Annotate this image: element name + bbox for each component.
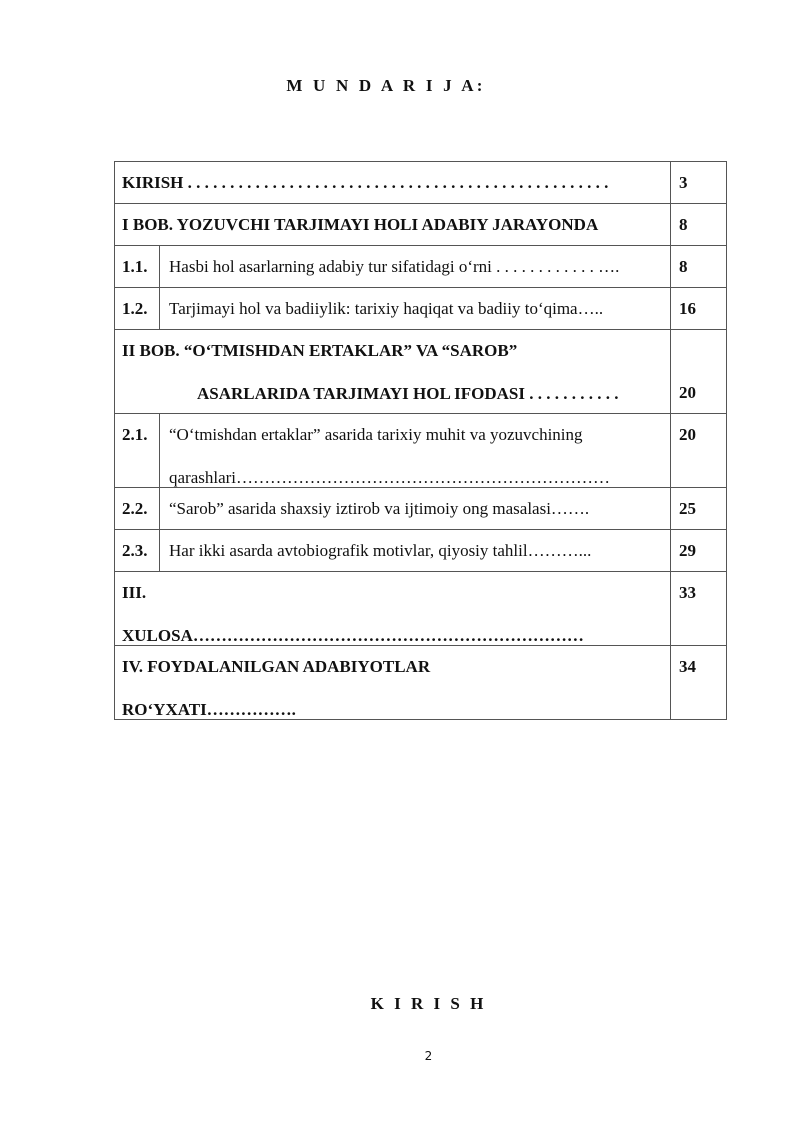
toc-page-number-value: 20 xyxy=(679,383,696,402)
toc-row xyxy=(115,572,727,646)
toc-entry-line-2: qarashlari………………………………………………………… xyxy=(169,468,611,487)
toc-page-number: 25 xyxy=(671,488,727,530)
toc-section-number: 2.3. xyxy=(115,530,160,572)
toc-section-number: 2.1. xyxy=(115,414,160,488)
toc-entry-text: KIRISH . . . . . . . . . . . . . . . . . . . . . . . . . . . . . . . . . . . . . . . . . . . . . . . . . . xyxy=(115,162,671,204)
toc-entry xyxy=(115,572,671,646)
toc-page-number: 29 xyxy=(671,530,727,572)
toc-entry-line-1: II BOB. “O‘TMISHDAN ERTAKLAR” VA “SAROB” xyxy=(122,341,518,360)
toc-section-number: 2.2. xyxy=(115,488,160,530)
toc-page-number: 33 xyxy=(671,572,727,646)
toc-row xyxy=(115,330,727,414)
toc-page-number: 16 xyxy=(671,288,727,330)
toc-entry-line-2: XULOSA…………………………………………………………… xyxy=(122,626,584,645)
toc-section-number: 1.2. xyxy=(115,288,160,330)
toc-page-number: 8 xyxy=(671,246,727,288)
toc-page-number: 3 xyxy=(671,162,727,204)
toc-row xyxy=(115,246,727,288)
toc-row xyxy=(115,646,727,720)
toc-entry xyxy=(160,414,671,488)
table-of-contents xyxy=(114,161,727,720)
toc-row xyxy=(115,488,727,530)
toc-row xyxy=(115,162,727,204)
toc-entry-line-2: RO‘YXATI……………. xyxy=(122,700,296,719)
toc-page-number: 8 xyxy=(671,204,727,246)
toc-entry-text: Har ikki asarda avtobiografik motivlar, qiyosiy tahlil………... xyxy=(160,530,671,572)
toc-page-number: 20 xyxy=(671,414,727,488)
toc-entry-line-1: III. xyxy=(122,583,147,602)
toc-row xyxy=(115,414,727,488)
toc-entry-line-1: “O‘tmishdan ertaklar” asarida tarixiy muhit va yozuvchining xyxy=(169,425,583,444)
toc-title: M U N D A R I J A: xyxy=(286,76,486,95)
toc-row xyxy=(115,204,727,246)
toc-entry-text: Hasbi hol asarlarning adabiy tur sifatidagi o‘rni . . . . . . . . . . . . …. xyxy=(160,246,671,288)
page-number: 2 xyxy=(424,1049,433,1063)
toc-page-number xyxy=(671,330,727,414)
toc-page-number: 34 xyxy=(671,646,727,720)
toc-entry-text: “Sarob” asarida shaxsiy iztirob va ijtimoiy ong masalasi……. xyxy=(160,488,671,530)
toc-entry xyxy=(115,330,671,414)
toc-entry-text: Tarjimayi hol va badiiylik: tarixiy haqiqat va badiiy to‘qima….. xyxy=(160,288,671,330)
toc-row xyxy=(115,530,727,572)
toc-entry-text: I BOB. YOZUVCHI TARJIMAYI HOLI ADABIY JARAYONDA xyxy=(115,204,671,246)
toc-entry-line-1: IV. FOYDALANILGAN ADABIYOTLAR xyxy=(122,657,431,676)
toc-entry xyxy=(115,646,671,720)
toc-entry-line-2: ASARLARIDA TARJIMAYI HOL IFODASI . . . . . . . . . . . xyxy=(197,384,619,403)
toc-section-number: 1.1. xyxy=(115,246,160,288)
section-heading: K I R I S H xyxy=(370,994,487,1013)
toc-row xyxy=(115,288,727,330)
